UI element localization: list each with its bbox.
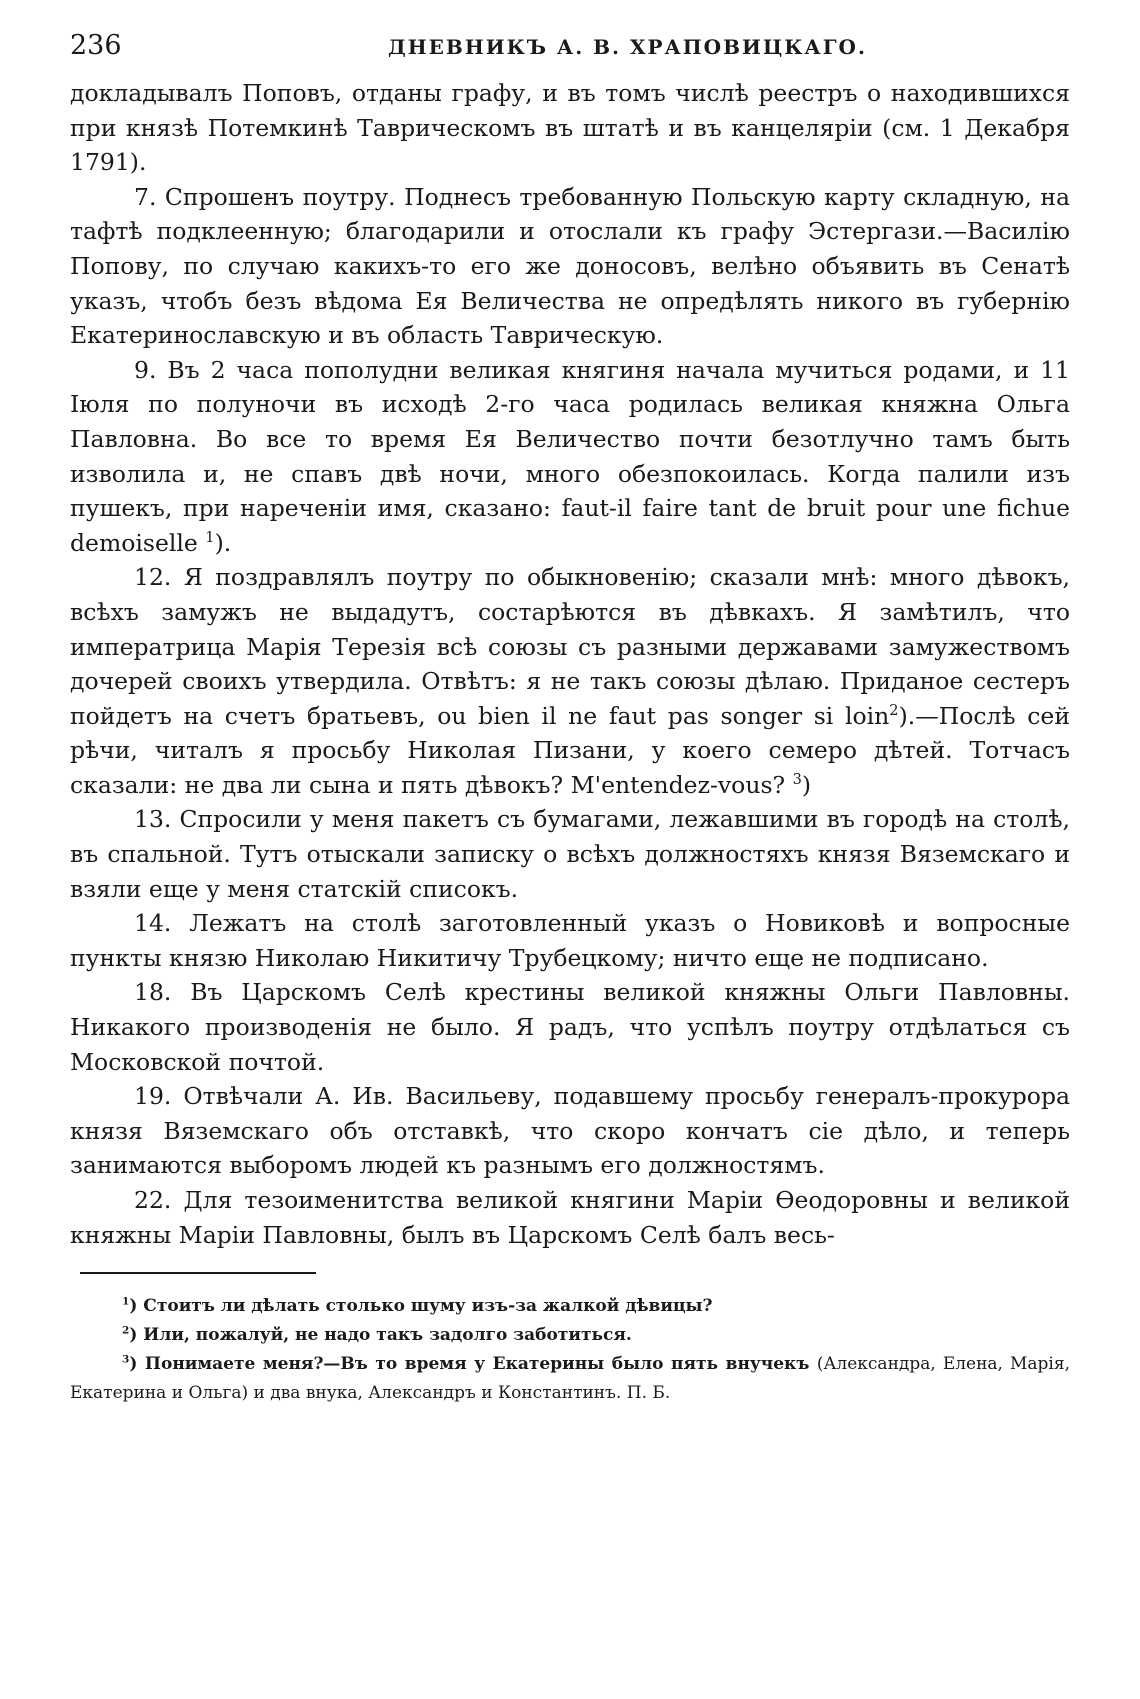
running-title: ДНЕВНИКЪ А. В. ХРАПОВИЦКАГО.: [388, 35, 867, 59]
entry-7: 7. Спрошенъ поутру. Поднесъ требованную Польскую карту складную, на тафтѣ подклеенную; благодарили и отослали къ графу Эстергази.—Василію Попову, по случаю какихъ-то его же доносовъ, велѣно объявить въ Сенатѣ указъ, чтобъ безъ вѣдома Ея Величества не опредѣлять никого въ губернію Екатеринославскую и въ область Таврическую.: [70, 182, 1070, 350]
entry-18: 18. Въ Царскомъ Селѣ крестины великой княжны Ольги Павловны. Никакого производенія не было. Я радъ, что успѣлъ поутру отдѣлаться съ Московской почтой.: [70, 978, 1070, 1076]
entry-13: 13. Спросили у меня пакетъ съ бумагами, лежавшими въ городѣ на столѣ, въ спальной. Тутъ отыскали записку о всѣхъ должностяхъ князя Вяземскаго и взяли еще у меня статскій списокъ.: [70, 805, 1070, 903]
body-text: [70, 76, 1070, 1252]
footnote-1-mark: 1: [122, 1295, 130, 1308]
footnote-separator: [80, 1272, 316, 1274]
page-number: 236: [70, 30, 122, 61]
footnote-3-mark: 3: [122, 1353, 130, 1366]
entry-9-end: ).: [214, 528, 232, 557]
entry-19: 19. Отвѣчали А. Ив. Васильеву, подавшему просьбу генералъ-прокурора князя Вяземскаго объ отставкѣ, что скоро кончатъ сіе дѣло, и теперь занимаются выборомъ людей къ разнымъ его должностямъ.: [70, 1082, 1070, 1180]
entry-22: 22. Для тезоименитства великой княгини Маріи Ѳеодоровны и великой княжны Маріи Павловны, былъ въ Царскомъ Селѣ балъ весь-: [70, 1186, 1070, 1249]
footnote-ref-3: 3: [792, 771, 802, 789]
footnote-ref-2: 2: [889, 701, 899, 719]
entry-12-text-b: ).—Послѣ сей рѣчи, читалъ я просьбу Николая Пизани, у коего семеро дѣтей. Тотчасъ сказали: не два ли сына и пять дѣвокъ? M'entendez-vous?: [70, 701, 1070, 799]
footnotes: [70, 1292, 1070, 1408]
entry-9-text: 9. Въ 2 часа пополудни великая княгиня начала мучиться родами, и 11 Іюля по полуночи въ исходѣ 2-го часа родилась великая княжна Ольга Павловна. Во все то время Ея Величество почти безотлучно тамъ быть изволила и, не спавъ двѣ ночи, много обезпокоилась. Когда палили изъ пушекъ, при нареченіи имя, сказано: faut-il faire tant de bruit pour une fichue demoiselle: [70, 355, 1070, 557]
paragraph-continuation: докладывалъ Поповъ, отданы графу, и въ томъ числѣ реестръ о находившихся при князѣ Потемкинѣ Таврическомъ въ штатѣ и въ канцеляріи (см. 1 Декабря 1791).: [70, 79, 1070, 177]
footnote-ref-1: 1: [205, 528, 215, 546]
footnote-2-mark: 2: [122, 1324, 130, 1337]
footnote-3-continuation: (Александра, Елена, Марія, Екатерина и Ольга) и два внука, Александръ и Константинъ. П. Б.: [70, 1354, 1070, 1404]
page-header: [70, 30, 1070, 76]
footnote-1-text: ) Стоитъ ли дѣлать столько шуму изъ-за жалкой дѣвицы?: [129, 1296, 713, 1317]
entry-12-end: ): [801, 770, 812, 799]
entry-14: 14. Лежатъ на столѣ заготовленный указъ о Новиковѣ и вопросные пункты князю Николаю Никитичу Трубецкому; ничто еще не подписано.: [70, 909, 1070, 972]
page: [70, 30, 1070, 1408]
entry-9: [70, 353, 1070, 561]
footnote-2-text: ) Или, пожалуй, не надо такъ задолго заботиться.: [129, 1325, 632, 1346]
footnote-2: [70, 1321, 1070, 1350]
entry-12: [70, 560, 1070, 802]
footnote-3: [70, 1350, 1070, 1408]
footnote-3-text: ) Понимаете меня?—Въ то время у Екатерины было пять внучекъ: [129, 1354, 810, 1375]
entry-12-text-a: 12. Я поздравлялъ поутру по обыкновенію; сказали мнѣ: много дѣвокъ, всѣхъ замужъ не выдадутъ, состарѣются въ дѣвкахъ. Я замѣтилъ, что императрица Марія Терезія всѣ союзы съ разными державами замужествомъ дочерей своихъ утвердила. Отвѣтъ: я не такъ союзы дѣлаю. Приданое сестеръ пойдетъ на счетъ братьевъ, ou bien il ne faut pas songer si loin: [70, 563, 1070, 730]
footnote-1: [70, 1292, 1070, 1321]
